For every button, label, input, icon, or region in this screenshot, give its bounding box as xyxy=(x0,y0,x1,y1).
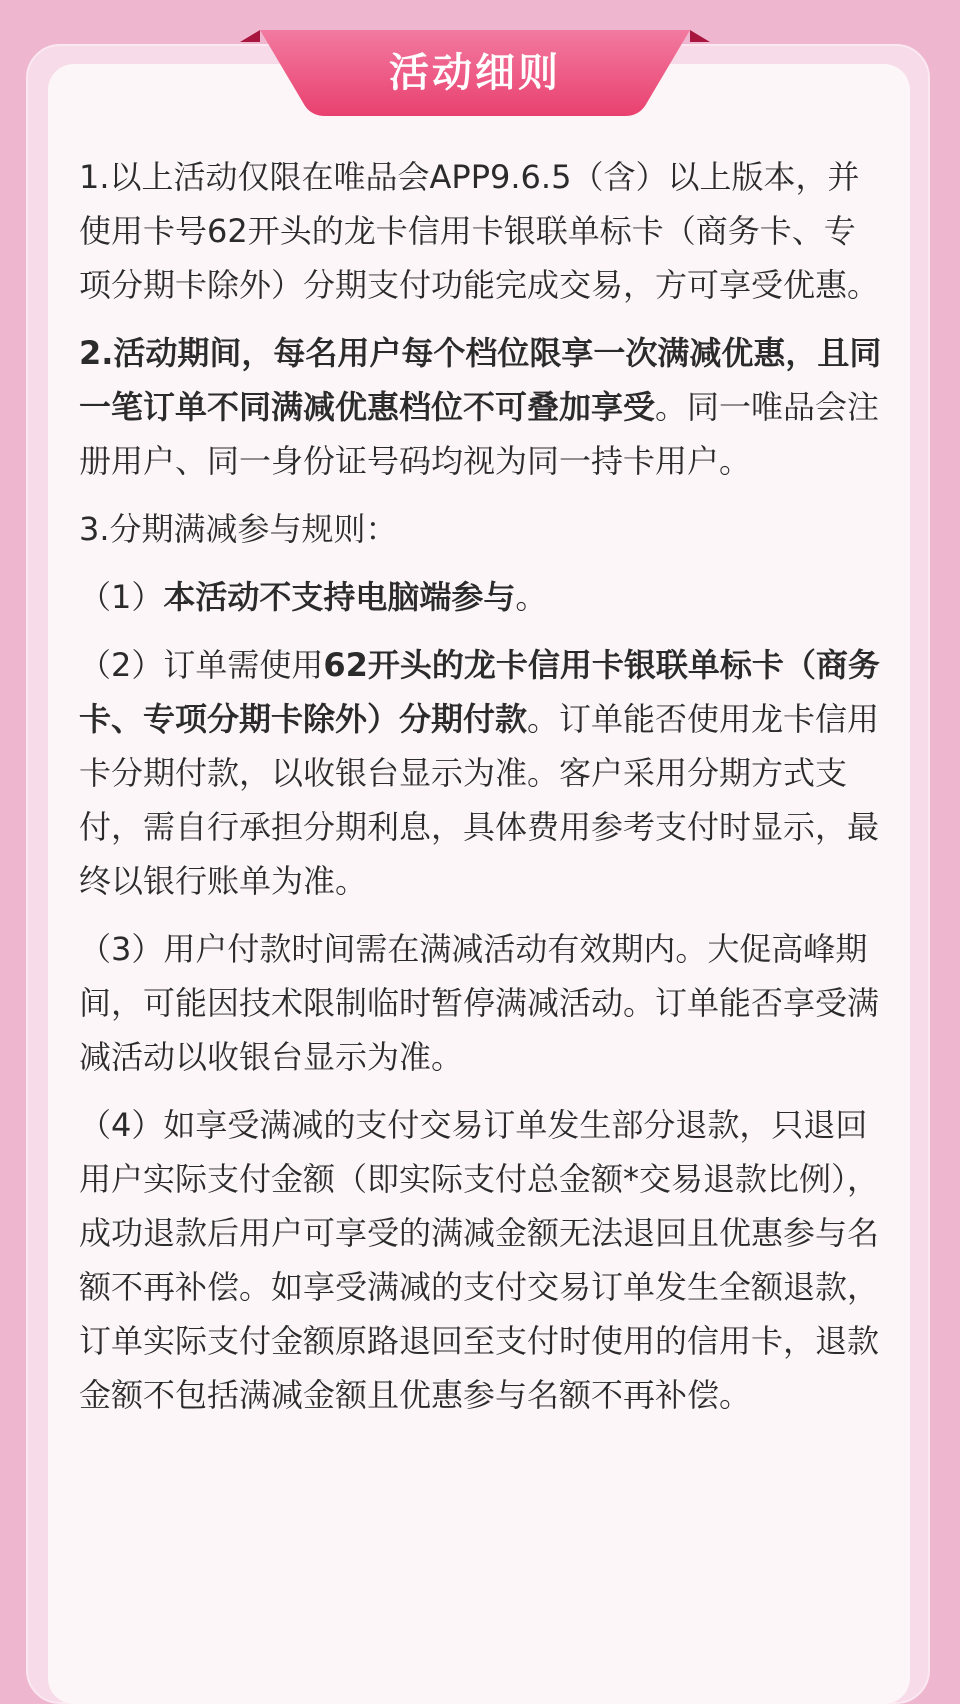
title-banner xyxy=(240,28,710,120)
rule-5-emphasis: 62开头的龙卡信用卡银联单标卡（商务卡、专项分期卡除外）分期付款 xyxy=(79,646,880,738)
rules-content xyxy=(79,150,883,1436)
rule-4-prefix: （1） xyxy=(79,578,164,616)
rule-paragraph-2 xyxy=(79,326,883,488)
rule-4-suffix: 。 xyxy=(515,578,548,616)
rule-5-text: 。订单能否使用龙卡信用卡分期付款，以收银台显示为准。客户采用分期方式支付，需自行承担分期利息，具体费用参考支付时显示，最终以银行账单为准。 xyxy=(79,700,880,900)
rule-paragraph-4 xyxy=(79,570,883,624)
rule-paragraph-1: 1.以上活动仅限在唯品会APP9.6.5（含）以上版本，并使用卡号62开头的龙卡信用卡银联单标卡（商务卡、专项分期卡除外）分期支付功能完成交易，方可享受优惠。 xyxy=(79,158,880,304)
rule-paragraph-5 xyxy=(79,638,883,908)
rule-4-emphasis: 本活动不支持电脑端参与 xyxy=(163,578,516,616)
rule-paragraph-6: （3）用户付款时间需在满减活动有效期内。大促高峰期间，可能因技术限制临时暂停满减活动。订单能否享受满减活动以收银台显示为准。 xyxy=(79,930,880,1076)
rule-paragraph-3: 3.分期满减参与规则： xyxy=(79,510,398,548)
rule-paragraph-7: （4）如享受满减的支付交易订单发生部分退款，只退回用户实际支付金额（即实际支付总金额*交易退款比例），成功退款后用户可享受的满减金额无法退回且优惠参与名额不再补偿。如享受满减的支付交易订单发生全额退款，订单实际支付金额原路退回至支付时使用的信用卡，退款金额不包括满减金额且优惠参与名额不再补偿。 xyxy=(79,1106,880,1414)
rule-2-text: 。同一唯品会注册用户、同一身份证号码均视为同一持卡用户。 xyxy=(79,388,880,480)
rule-5-prefix: （2）订单需使用 xyxy=(79,646,324,684)
page-title: 活动细则 xyxy=(389,49,561,96)
rule-2-emphasis: 2.活动期间，每名用户每个档位限享一次满减优惠，且同一笔订单不同满减优惠档位不可叠加享受 xyxy=(79,334,882,426)
